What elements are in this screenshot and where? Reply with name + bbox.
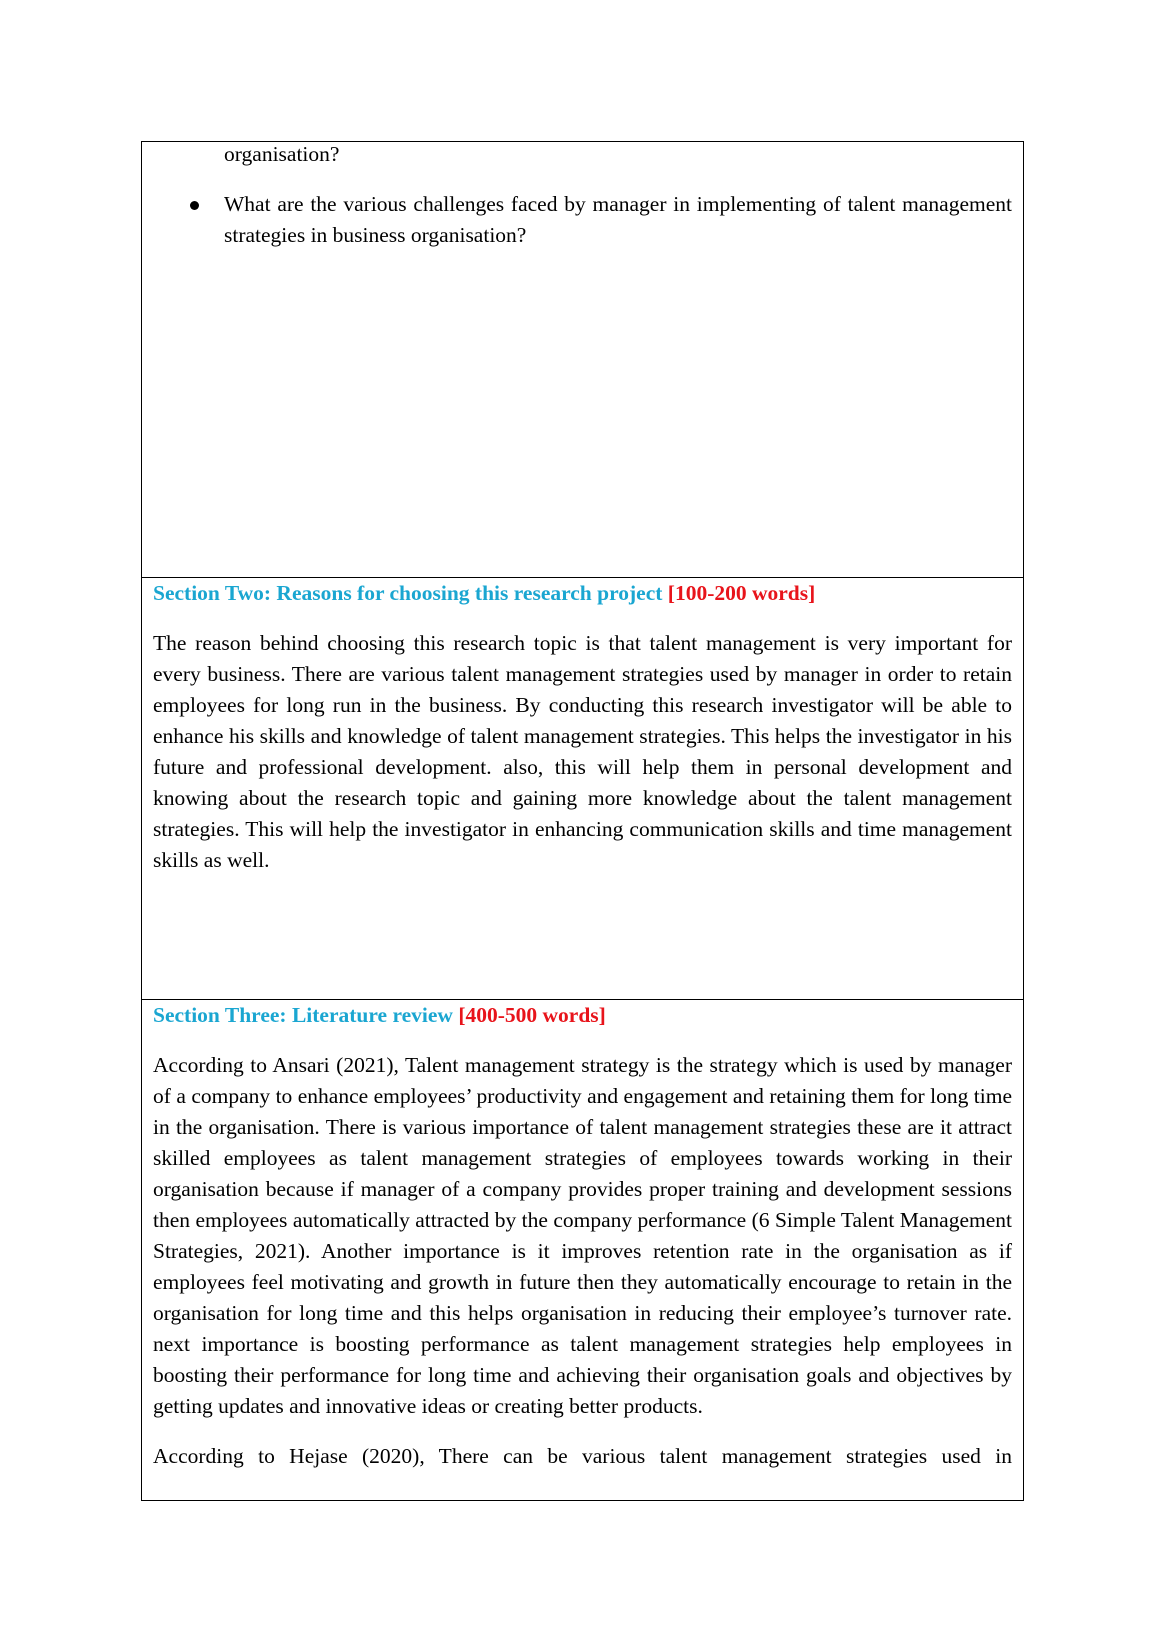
section-three-title: Section Three: Literature review [153,1003,453,1027]
section-three-heading [153,1000,1012,1031]
bullet-icon [190,201,199,210]
section-three-cell [141,999,1024,1501]
research-questions-cell [141,141,1024,578]
section-two-paragraph: The reason behind choosing this research topic is that talent management is very important for every business. There are various talent management strategies used by manager in order to retain employees for long run in the business. By conducting this research investigator will be able to enhance his skills and knowledge of talent management strategies. This helps the investigator in his future and professional development. also, this will help them in personal development and knowing about the research topic and gaining more knowledge about the talent management strategies. This will help the investigator in enhancing communication skills and time management skills as well. [153,631,1012,872]
section-two-cell [141,577,1024,1000]
question-item [142,189,1023,251]
section-two-wordcount: [100-200 words] [667,581,816,605]
section-three-wordcount: [400-500 words] [458,1003,606,1027]
continued-question-line: organisation? [224,142,340,166]
section-two-title: Section Two: Reasons for choosing this research project [153,581,663,605]
question-list [142,189,1023,251]
question-text: What are the various challenges faced by manager in implementing of talent management strategies in business organisation? [224,192,1012,247]
section-three-paragraph-2: According to Hejase (2020), There can be various talent management strategies used in [153,1444,1012,1468]
section-two-heading [153,578,1012,609]
section-three-paragraph-1: According to Ansari (2021), Talent management strategy is the strategy which is used by manager of a company to enhance employees’ productivity and engagement and retaining them for long time in the organisation. There is various importance of talent management strategies these are it attract skilled employees as talent management strategies of employees towards working in their organisation because if manager of a company provides proper training and development sessions then employees automatically attracted by the company performance (6 Simple Talent Management Strategies, 2021). Another importance is it improves retention rate in the organisation as if employees feel motivating and growth in future then they automatically encourage to retain in the organisation for long time and this helps organisation in reducing their employee’s turnover rate. next importance is boosting performance as talent management strategies help employees in boosting their performance for long time and achieving their organisation goals and objectives by getting updates and innovative ideas or creating better products. [153,1053,1012,1418]
